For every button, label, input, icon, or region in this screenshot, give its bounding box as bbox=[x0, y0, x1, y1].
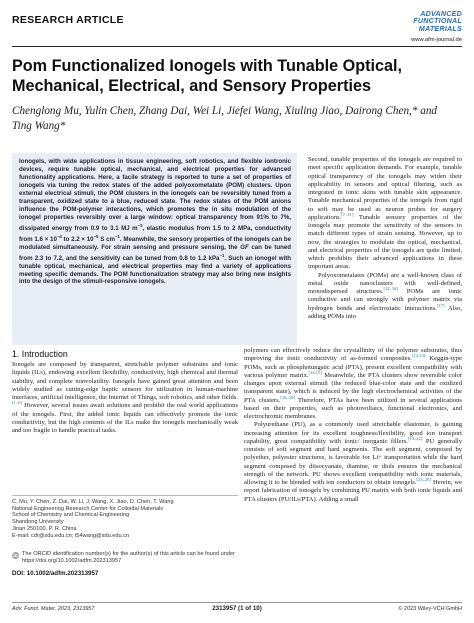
body-text: PU generally consists of soft segment and hard segments. The soft segment, composed by polyether, polyester structures, is favorable for Li+ transportation while the hard segment composed by diisocyanate, diamine, or diols ensures the mechanical strength of the network. PU shows excellent compatibility with ionic materials, allowing it to be blended with ion conductors to obtain ionogels. bbox=[244, 437, 462, 486]
affil-university: Shandong University bbox=[12, 519, 64, 526]
body-text: Keggin-type POMs, such as phosphotungstic acid (PTA), present excellent compatibility with various polymer matrix. bbox=[244, 355, 462, 379]
abstract-text-5: . Meanwhile, the sensory properties of the ionogels can be modulated simultaneously. For strain sensing and pressure sensing, the bbox=[19, 235, 292, 251]
abstract-text-1: Ionogels, with wide applications in tissue engineering, soft robotics, and flexible iontronic devices, require tunable optical, mechanical, and electrical properties for advanced functionality applications. Here, a facile strategy is reported to tune a set of properties of ionogels via tuning the redox states of the added polyoxometalate (POM) clusters. Upon external electrical stimuli, the POM clusters in the ionogels can be reversibly tuned from a transparent, oxidized state to a blue, reduced state. The redox states of the POM anions influence the POM-polymer interactions, which promotes the in situ modulation of the ionogel properties reversibly over a large window: optical transparency from 91% to 7%, dissipated energy from 0.9 to 3.1 MJ m bbox=[19, 158, 291, 232]
orcid-text-link[interactable]: The ORCID identification number(s) for the author(s) of this article can be found under https://doi.org/10.1002/adfm.202313957 bbox=[22, 551, 235, 564]
citation-link[interactable]: [16–18] bbox=[280, 394, 295, 400]
affiliation-divider bbox=[12, 495, 238, 496]
footer-journal-citation: Adv. Funct. Mater. 2023, 2313957 bbox=[12, 606, 95, 612]
body-paragraph bbox=[12, 361, 238, 435]
body-text: Also, adding POMs into bbox=[308, 304, 463, 320]
affil-city: Jinan 250100, P. R. China bbox=[12, 525, 77, 532]
logo-line-3: MATERIALS bbox=[418, 23, 462, 33]
body-text: Herein, we report fabrication of ionogels by combining PU matrix with both ionic liquids and PTA clusters (PU/ILs/PTA). Adding a small bbox=[244, 479, 463, 503]
abstract-text-7: . Such an ionogel with tunable optical, mechanical, and electrical properties may find a variety of applications meeting specific demands. The POM functionalization strategy may also bring new insights into the design of the stimuli-responsive ionogels. bbox=[19, 254, 291, 286]
body-text: polymers can effectively reduce the crystallinity of the polymer substrates, thus improving the ionic conductivity of as-formed composites. bbox=[244, 347, 462, 363]
citation-link[interactable]: [12–16] bbox=[383, 285, 398, 291]
abstract-sup: −1 bbox=[115, 233, 120, 239]
orcid-icon[interactable]: iD bbox=[13, 553, 18, 558]
affiliation-block bbox=[12, 499, 238, 539]
journal-header bbox=[12, 10, 462, 44]
abstract-box bbox=[12, 153, 297, 345]
body-text: Second, tunable properties of the ionogels are required to meet specific application demands. For example, tunable optical transparency of the ionogels may widen their applicability in sensors and optical filtering, such as integrated in ionic skins with tunable skin appearance. Tunable mechanical properties of the ionogels from rigid to soft may be used as neuron probes for surgery applications. bbox=[308, 156, 462, 221]
citation-link[interactable]: [23–26] bbox=[416, 476, 431, 482]
body-paragraph bbox=[244, 421, 462, 504]
article-title: Pom Functionalized Ionogels with Tunable Optical, Mechanical, Electrical, and Sensory Properties bbox=[12, 57, 403, 95]
body-column-right-top bbox=[308, 156, 462, 321]
footer-copyright: © 2023 Wiley-VCH GmbH bbox=[398, 606, 462, 612]
section-heading-introduction bbox=[12, 349, 68, 359]
citation-link[interactable]: [17] bbox=[436, 302, 445, 308]
affil-school: School of Chemistry and Chemical Engineering bbox=[12, 512, 130, 519]
body-text: Meanwhile, the PTA clusters show reversible color changes upon external stimuli (the reduced blue-color state and the oxidized transparent state), which is induced by the high electrochemical activities of the PTA clusters. bbox=[244, 371, 463, 404]
abstract-sup: −3 bbox=[137, 222, 143, 228]
body-text: Ionogels are composed by transparent, stretchable polymer substrates and ionic liquids (ILs), endowing excellent flexibility, conductivity, high chemical and thermal stability, and complete nonvolatility. Ionogels have gained great attention and been widely studied as cutting-edge haptic sensors for utilization in human-machine interfaces, artificial intelligence, the Internet of Things, soft robotics, and other fields. bbox=[12, 361, 238, 401]
body-text: However, several issues await solutions and prohibit the real world applications of the ionogels. First, the added ionic liquids can effectively promote the ionic conductivity, but the high contents of the ILs make the ionogels mechanically weak and too fragile to handle practical tasks. bbox=[12, 402, 238, 434]
journal-url-link[interactable]: www.afm-journal.de bbox=[411, 37, 462, 43]
abstract-sup: −5 bbox=[93, 233, 99, 239]
body-column-right bbox=[244, 347, 462, 504]
doi-link[interactable]: DOI: 10.1002/adfm.202313957 bbox=[12, 570, 99, 577]
body-text: Polyoxometalates (POMs) are a well-known class of metal oxide nanoclusters with well-defined, monodispersed structures. bbox=[308, 271, 462, 295]
body-paragraph bbox=[308, 156, 462, 272]
body-text: POMs are ionic conductive and can strongly with polymer matrix via hydrogen bonds and electrostatic interactions. bbox=[308, 288, 462, 312]
article-type-label: RESEARCH ARTICLE bbox=[12, 14, 124, 26]
citation-link[interactable]: [12,13] bbox=[411, 353, 426, 359]
abstract-text-6: can be tuned from 2.3 to 7.2, and the sensitivity can be tuned from 0.8 to 1.2 kPa bbox=[19, 243, 291, 262]
affil-authors: C. Mu, Y. Chen, Z. Dai, W. Li, J. Wang, X. Jiao, D. Chen, T. Wang bbox=[12, 499, 174, 505]
abstract-gf: GF bbox=[240, 243, 249, 251]
footer-divider bbox=[12, 602, 462, 603]
abstract-text-4: S cm bbox=[98, 235, 115, 243]
citation-link[interactable]: [14,15] bbox=[308, 369, 322, 375]
logo-line-2: FUNCTIONAL bbox=[413, 16, 462, 26]
author-list: Chenglong Mu, Yulin Chen, Zhang Dai, Wei Li, Jiefei Wang, Xiuling Jiao, Dairong Chen,* and Ting Wang* bbox=[12, 105, 438, 132]
section-number: 1. bbox=[12, 349, 20, 359]
affil-email-link[interactable]: E-mail: cdr@sdu.edu.cn; t54wang@sdu.edu.cn bbox=[12, 532, 130, 539]
abstract-sup: −1 bbox=[219, 252, 225, 258]
body-text: Polyurethane (PU), as a commonly used stretchable elastomer, is gaining increasing attention for its excellent toughness/flexibility, good ion transport capability, great compatibility with ionic/ inorganic fillers. bbox=[244, 421, 462, 445]
body-paragraph bbox=[244, 347, 462, 421]
journal-logo[interactable] bbox=[413, 10, 462, 32]
citation-link[interactable]: [1–6] bbox=[12, 400, 22, 406]
page-footer bbox=[12, 606, 462, 616]
abstract-sup: −4 bbox=[56, 233, 62, 239]
citation-link[interactable]: [19–22] bbox=[407, 435, 423, 441]
affil-lab: National Engineering Research Center for Colloidal Materials bbox=[12, 505, 164, 512]
abstract-text-2: , elastic modulus from 1.5 to 2 MPa, conductivity from 1.6 × 10 bbox=[19, 224, 291, 243]
abstract-text-3: to 2.2 × 10 bbox=[61, 235, 94, 243]
citation-link[interactable]: [7–11] bbox=[341, 211, 354, 217]
logo-line-1: ADVANCED bbox=[420, 9, 462, 18]
body-column-left bbox=[12, 361, 238, 435]
body-paragraph bbox=[308, 272, 462, 322]
body-text: Therefore, PTAs have been utilized in several applications based on their properties, such as photovoltaics, functional electronics, and electrochromic membranes. bbox=[244, 396, 462, 420]
body-text: Tunable sensory properties of the ionogels may promote the sensitivity of the sensors to match different types of strain sensing. However, up to now, the strategies to modulate the optical, mechanical, and electrical properties of the ionogels are quite limited, which prohibits their advanced applications in these important areas. bbox=[308, 213, 462, 271]
orcid-note bbox=[12, 551, 238, 564]
section-title: Introduction bbox=[21, 349, 68, 359]
header-divider bbox=[12, 46, 462, 47]
footer-page-number: 2313957 (1 of 10) bbox=[212, 605, 262, 612]
